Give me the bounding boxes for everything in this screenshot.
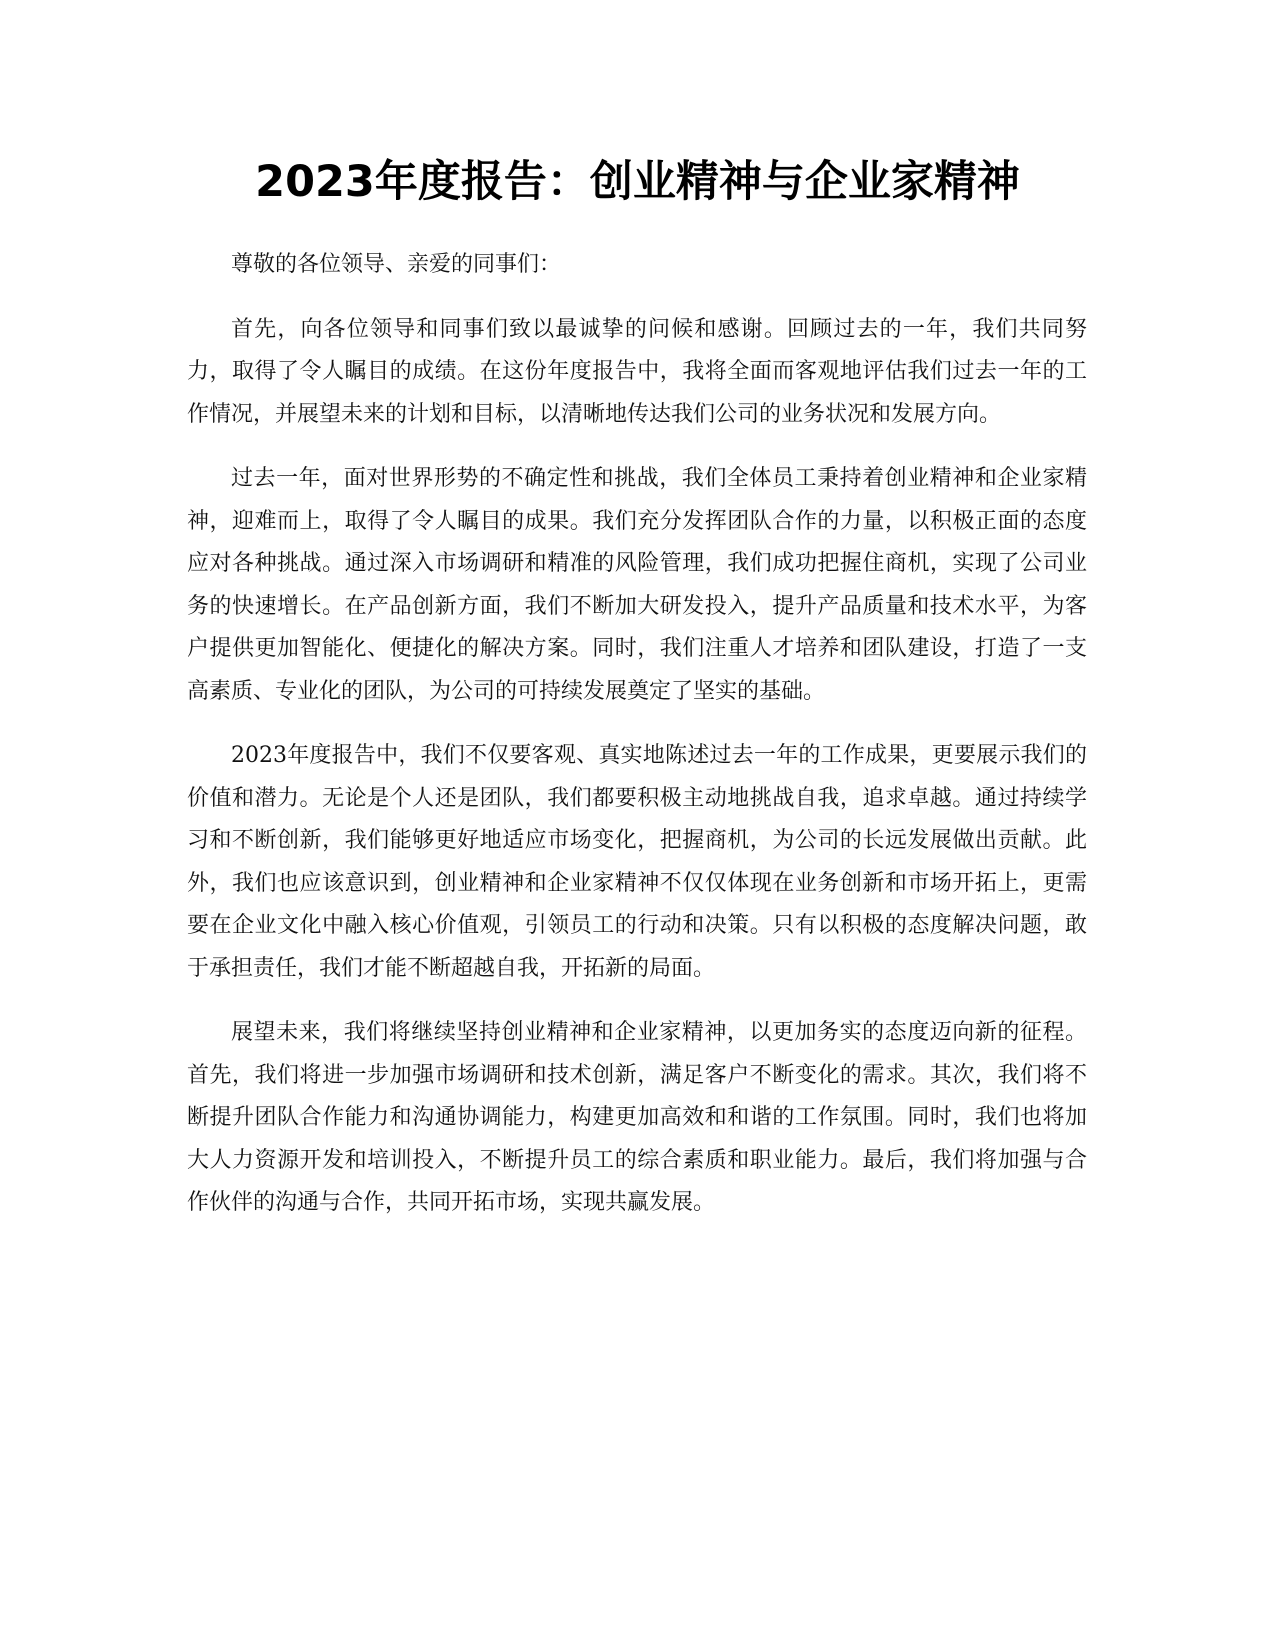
document-body [187, 244, 1087, 1247]
paragraph-outlook: 展望未来，我们将继续坚持创业精神和企业家精神，以更加务实的态度迈向新的征程。首先，我们将进一步加强市场调研和技术创新，满足客户不断变化的需求。其次，我们将不断提升团队合作能力和沟通协调能力，构建更加高效和和谐的工作氛围。同时，我们也将加大人力资源开发和培训投入，不断提升员工的综合素质和职业能力。最后，我们将加强与合作伙伴的沟通与合作，共同开拓市场，实现共赢发展。 [187, 1020, 1087, 1215]
paragraph-past-year: 过去一年，面对世界形势的不确定性和挑战，我们全体员工秉持着创业精神和企业家精神，迎难而上，取得了令人瞩目的成果。我们充分发挥团队合作的力量，以积极正面的态度应对各种挑战。通过深入市场调研和精准的风险管理，我们成功把握住商机，实现了公司业务的快速增长。在产品创新方面，我们不断加大研发投入，提升产品质量和技术水平，为客户提供更加智能化、便捷化的解决方案。同时，我们注重人才培养和团队建设，打造了一支高素质、专业化的团队，为公司的可持续发展奠定了坚实的基础。 [187, 466, 1087, 704]
paragraph-opening: 首先，向各位领导和同事们致以最诚挚的问候和感谢。回顾过去的一年，我们共同努力，取得了令人瞩目的成绩。在这份年度报告中，我将全面而客观地评估我们过去一年的工作情况，并展望未来的计划和目标，以清晰地传达我们公司的业务状况和发展方向。 [187, 316, 1087, 427]
paragraph-report-value: 2023年度报告中，我们不仅要客观、真实地陈述过去一年的工作成果，更要展示我们的价值和潜力。无论是个人还是团队，我们都要积极主动地挑战自我，追求卓越。通过持续学习和不断创新，我们能够更好地适应市场变化，把握商机，为公司的长远发展做出贡献。此外，我们也应该意识到，创业精神和企业家精神不仅仅体现在业务创新和市场开拓上，更需要在企业文化中融入核心价值观，引领员工的行动和决策。只有以积极的态度解决问题，敢于承担责任，我们才能不断超越自我，开拓新的局面。 [187, 743, 1087, 981]
document-title: 2023年度报告：创业精神与企业家精神 [255, 157, 1020, 207]
salutation: 尊敬的各位领导、亲爱的同事们： [231, 252, 562, 277]
